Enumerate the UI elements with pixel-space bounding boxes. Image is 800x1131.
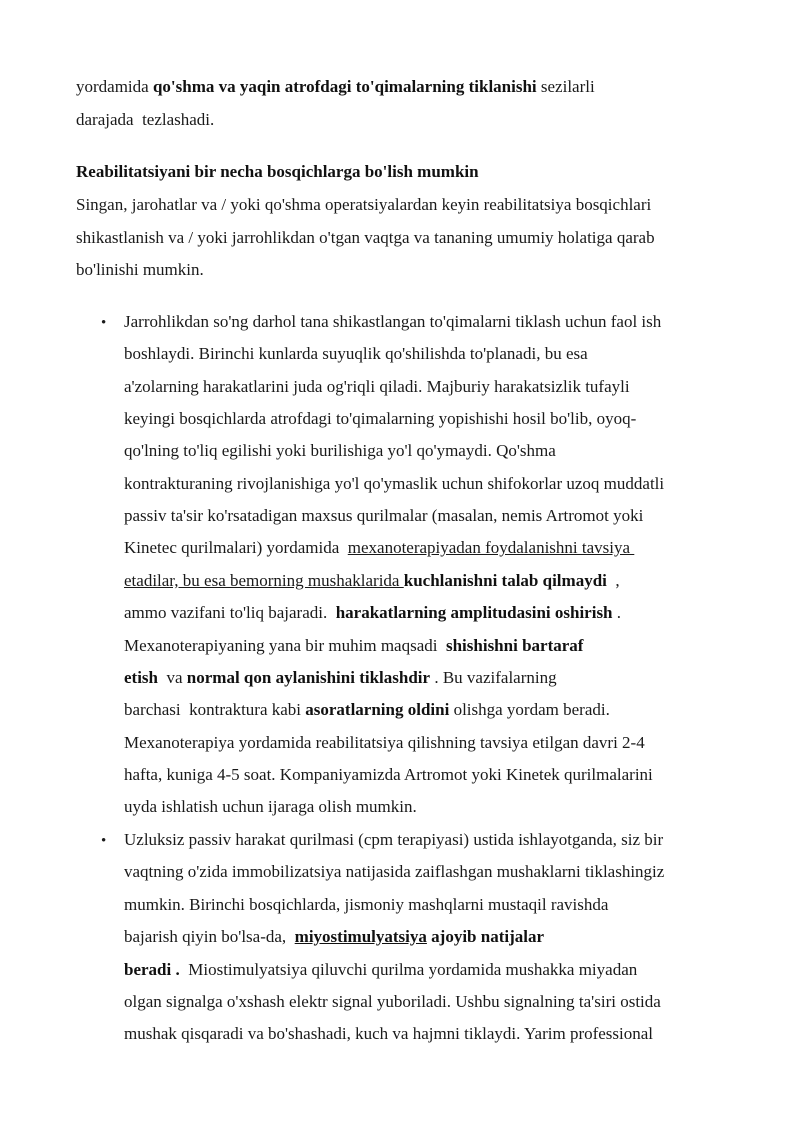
- bullet1-line-8: Kinetec qurilmalari) yordamida mexanoterapiyadan foydalanishni tavsiya: [124, 538, 635, 557]
- miyostimulyatsiya-link[interactable]: miyostimulyatsiya: [294, 927, 427, 946]
- section-paragraph-line-2: shikastlanish va / yoki jarrohlikdan o'tgan vaqtga va tananing umumiy holatiga qarab: [76, 228, 655, 247]
- bullet2-line-5: beradi . Miostimulyatsiya qiluvchi qurilma yordamida mushakka miyadan: [124, 960, 638, 979]
- bullet1-line-14: Mexanoterapiya yordamida reabilitatsiya qilishning tavsiya etilgan davri 2-4: [124, 733, 645, 752]
- bullet1-line-15: hafta, kuniga 4-5 soat. Kompaniyamizda Artromot yoki Kinetek qurilmalarini: [124, 765, 653, 784]
- mexanoterapiya-link-continued[interactable]: etadilar, bu esa bemorning mushaklarida: [124, 571, 404, 590]
- bullet2-line-7: mushak qisqaradi va bo'shashadi, kuch va hajmni tiklaydi. Yarim professional: [124, 1024, 654, 1043]
- bullet1-line-3: a'zolarning harakatlarini juda og'riqli qiladi. Majburiy harakatsizlik tufayli: [124, 377, 630, 396]
- bullet2-line-4: bajarish qiyin bo'lsa-da, miyostimulyatsiya ajoyib natijalar: [124, 927, 545, 946]
- bullet2-line-2: vaqtning o'zida immobilizatsiya natijasida zaiflashgan mushaklarni tiklashingiz: [124, 862, 665, 881]
- bullet2-line-3: mumkin. Birinchi bosqichlarda, jismoniy mashqlarni mustaqil ravishda: [124, 895, 609, 914]
- bullet1-line-10: ammo vazifani to'liq bajaradi. harakatlarning amplitudasini oshirish .: [124, 603, 622, 622]
- section-heading: Reabilitatsiyani bir necha bosqichlarga bo'lish mumkin: [76, 162, 479, 181]
- intro-line-1: yordamida qo'shma va yaqin atrofdagi to'qimalarning tiklanishi sezilarli: [76, 77, 595, 96]
- bullet1-line-13: barchasi kontraktura kabi asoratlarning oldini olishga yordam beradi.: [124, 700, 610, 719]
- mexanoterapiya-link[interactable]: mexanoterapiyadan foydalanishni tavsiya: [347, 538, 635, 557]
- bullet1-line-7: passiv ta'sir ko'rsatadigan maxsus qurilmalar (masalan, nemis Artromot yoki: [124, 506, 644, 525]
- intro-line-2: darajada tezlashadi.: [76, 110, 215, 129]
- bullet1-line-4: keyingi bosqichlarda atrofdagi to'qimalarning yopishishi hosil bo'lib, oyoq-: [124, 409, 637, 428]
- bullet2-line-6: olgan signalga o'xshash elektr signal yuboriladi. Ushbu signalning ta'siri ostida: [124, 992, 661, 1011]
- bullet1-line-2: boshlaydi. Birinchi kunlarda suyuqlik qo'shilishda to'planadi, bu esa: [124, 344, 588, 363]
- bullet1-line-6: kontrakturaning rivojlanishiga yo'l qo'ymaslik uchun shifokorlar uzoq muddatli: [124, 474, 665, 493]
- section-paragraph-line-1: Singan, jarohatlar va / yoki qo'shma operatsiyalardan keyin reabilitatsiya bosqichlari: [76, 195, 652, 214]
- bullet-marker: •: [101, 833, 107, 849]
- bullet1-line-12: etish va normal qon aylanishini tiklashdir . Bu vazifalarning: [124, 668, 557, 687]
- bullet-marker: •: [101, 315, 107, 331]
- section-paragraph-line-3: bo'linishi mumkin.: [76, 260, 204, 279]
- bullet1-line-9: etadilar, bu esa bemorning mushaklarida kuchlanishni talab qilmaydi ,: [124, 571, 620, 590]
- bullet1-line-5: qo'lning to'liq egilishi yoki burilishiga yo'l qo'ymaydi. Qo'shma: [124, 441, 556, 460]
- bullet1-line-11: Mexanoterapiyaning yana bir muhim maqsadi shishishni bartaraf: [124, 636, 584, 655]
- bullet2-line-1: Uzluksiz passiv harakat qurilmasi (cpm terapiyasi) ustida ishlayotganda, siz bir: [124, 830, 664, 849]
- bullet1-line-1: Jarrohlikdan so'ng darhol tana shikastlangan to'qimalarni tiklash uchun faol ish: [124, 312, 662, 331]
- bullet1-line-16: uyda ishlatish uchun ijaraga olish mumkin.: [124, 797, 417, 816]
